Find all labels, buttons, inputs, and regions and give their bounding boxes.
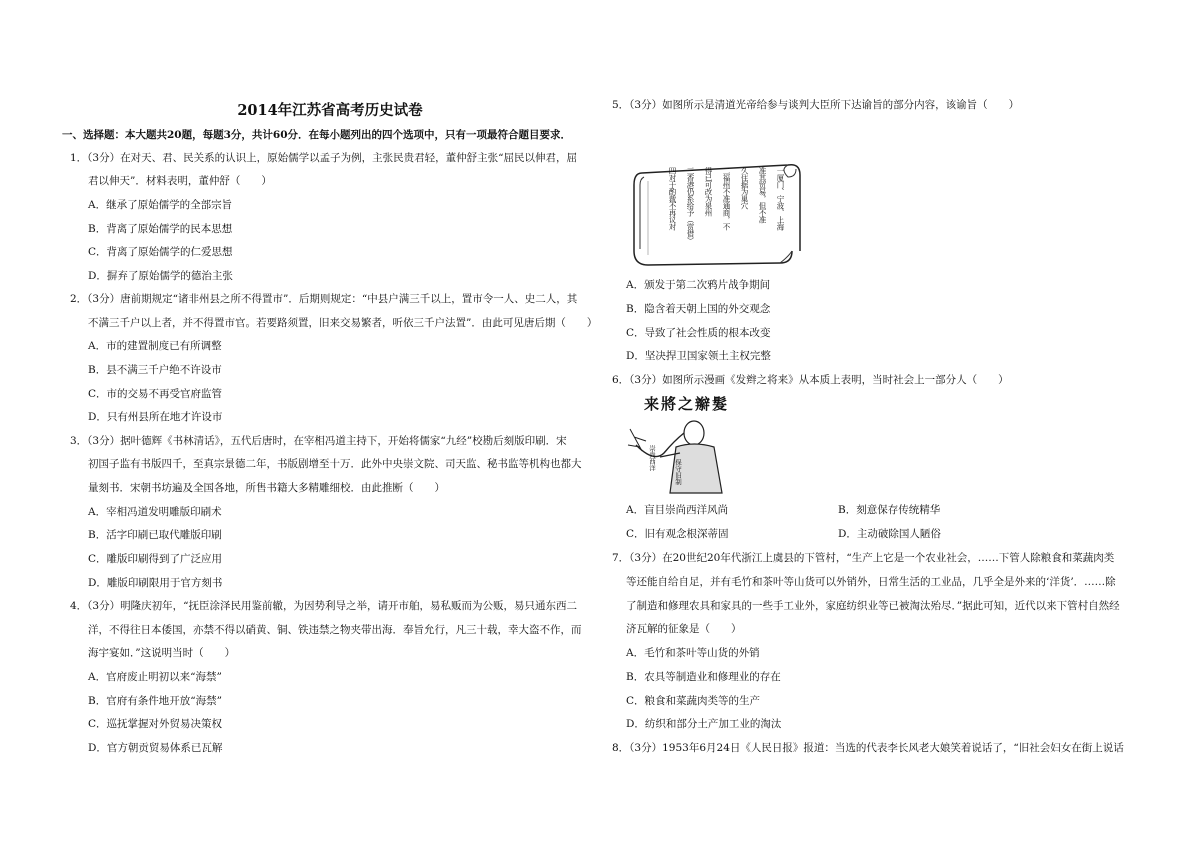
q7-stem-cont2: 了制造和修理农具和家具的一些手工业外，家庭纺织业等已被淘汰殆尽．”据此可知，近代以来下管村自然经 [626,600,1120,612]
q7-stem: 7．（3分）在20世纪20年代浙江上虞县的下管村，“生产上它是一个农业社会，……下管人除粮食和菜蔬肉类 [612,552,1115,564]
cartoon-label-west: 崇尚西洋 [648,445,656,471]
scroll-col-3: 久住据为巢穴 [740,167,749,209]
q6-stem: 6．（3分）如图所示漫画《发辫之将来》从本质上表明，当时社会上一部分人（ ） [612,374,1009,386]
q6-option-d: D．主动破除国人陋俗 [838,528,941,540]
edict-scroll-image [630,155,810,273]
queue-cartoon-image [624,393,758,496]
q2-option-a: A．市的建置制度已有所调整 [88,340,222,352]
q3-stem-cont2: 量刻书．宋朝书坊遍及全国各地，所售书籍大多精雕细校．由此推断（ ） [88,482,445,494]
q6-option-c: C．旧有观念根深蒂固 [626,528,729,540]
q3-option-d: D．雕版印刷限用于官方刻书 [88,577,223,589]
q5-option-d: D．坚决捍卫国家领土主权完整 [626,350,771,362]
q7-option-c: C．粮食和菜蔬肉类等的生产 [626,695,761,707]
q4-option-a: A．官府废止明初以来“海禁” [88,671,222,683]
scroll-col-2: 准其贸易，但不准 [758,167,767,223]
q7-stem-cont1: 等还能自给自足，并有毛竹和茶叶等山货可以外销外，日常生活的工业品，几乎全是外来的‘洋货’．……除 [626,576,1116,588]
q4-stem: 4．（3分）明隆庆初年，“抚臣涂泽民用鉴前辙，为因势利导之举，请开市舶，易私贩而为公贩，易只通东西二 [70,600,577,612]
cartoon-label-old: 保守旧制 [674,459,682,485]
q3-option-a: A．宰相冯道发明雕版印刷术 [88,506,222,518]
scroll-col-1: 一厦门、宁波、上海 [776,167,785,230]
q6-option-b: B．刻意保存传统精华 [838,504,941,516]
q4-option-c: C．巡抚掌握对外贸易决策权 [88,718,223,730]
q5-stem: 5．（3分）如图所示是清道光帝给参与谈判大臣所下达谕旨的部分内容，该谕旨（ ） [612,99,1020,111]
q4-option-b: B．官府有条件地开放“海禁” [88,695,222,707]
q5-option-c: C．导致了社会性质的根本改变 [626,327,771,339]
q5-option-a: A．颁发于第二次鸦片战争期间 [626,279,771,291]
scroll-text-columns [667,167,786,263]
scroll-col-5: 得已可改为泉州 [704,167,713,216]
document-title: 2014年江苏省高考历史试卷 [237,102,423,119]
q2-option-c: C．市的交易不再受官府监管 [88,388,223,400]
scroll-col-7: 四对于酌裁不再议对 [668,167,677,230]
q7-option-b: B．农具等制造业和修理业的存在 [626,671,781,683]
cartoon-title: 来將之辮髮 [644,395,730,413]
q5-option-b: B．隐含着天朝上国的外交观念 [626,303,771,315]
q2-option-d: D．只有州县所在地才许设市 [88,411,223,423]
scroll-col-4: 二福州不准通商，不 [722,167,731,230]
q7-stem-cont3: 济瓦解的征象是（ ） [626,623,742,635]
q7-option-a: A．毛竹和茶叶等山货的外销 [626,647,760,659]
q7-option-d: D．纺织和部分土产加工业的淘汰 [626,718,782,730]
q1-option-a: A．继承了原始儒学的全部宗旨 [88,199,233,211]
q2-stem: 2．（3分）唐前期规定“诸非州县之所不得置市”．后期则规定：“中县户满三千以上，置市令一人、史二人，其 [70,293,578,305]
q2-option-b: B．县不满三千户绝不许设市 [88,364,222,376]
q4-stem-cont1: 洋，不得往日本倭国，亦禁不得以硝黄、铜、铁违禁之物夹带出海．奉旨允行，凡三十载，幸大盗不作，而 [88,624,582,636]
q3-stem-cont1: 初国子监有书版四千，至真宗景德二年，书版剧增至十万．此外中央崇文院、司天监、秘书监等机构也都大 [88,458,582,470]
q6-option-a: A．盲目崇尚西洋风尚 [626,504,729,516]
q4-option-d: D．官方朝贡贸易体系已瓦解 [88,742,223,754]
q1-stem: 1．（3分）在对天、君、民关系的认识上，原始儒学以孟子为例，主张民贵君轻，董仲舒主张“屈民以伸君，屈 [70,152,577,164]
q3-option-c: C．雕版印刷得到了广泛应用 [88,553,223,565]
q1-option-d: D．摒弃了原始儒学的德治主张 [88,270,233,282]
scroll-col-6: 三香港仍系给予（赏借） [686,167,695,244]
section-heading: 一、选择题：本大题共20题，每题3分，共计60分．在每小题列出的四个选项中，只有一项最符合题目要求． [62,129,572,141]
q2-stem-cont: 不满三千户以上者，并不得置市官。若要路须置，旧来交易繁者，听依三千户法置”．由此可见唐后期（ ） [88,317,598,329]
q1-option-c: C．背离了原始儒学的仁爱思想 [88,246,233,258]
q3-option-b: B．活字印刷已取代雕版印刷 [88,529,222,541]
q8-stem: 8．（3分）1953年6月24日《人民日报》报道：当选的代表李长风老大娘笑着说话了，“旧社会妇女在街上说话 [612,742,1124,754]
q4-stem-cont2: 海宇宴如．”这说明当时（ ） [88,647,236,659]
q3-stem: 3．（3分）据叶德辉《书林清话》，五代后唐时，在宰相冯道主持下，开始将儒家“九经”校勘后刻版印刷．宋 [70,435,567,447]
cartoon-figure [624,393,758,496]
q1-stem-cont: 君以伸天”．材料表明，董仲舒（ ） [88,175,272,187]
q1-option-b: B．背离了原始儒学的民本思想 [88,223,233,235]
